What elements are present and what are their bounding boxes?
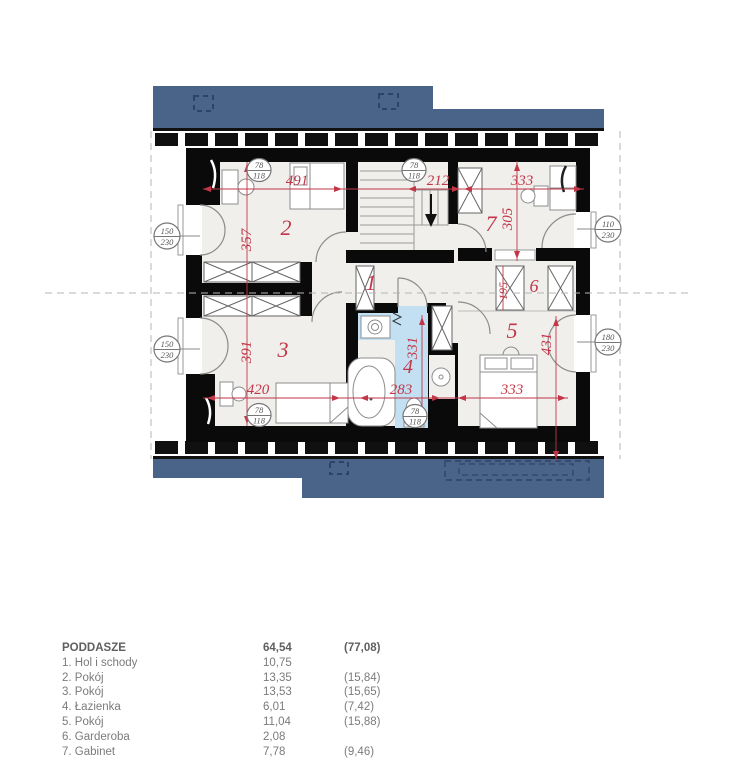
door-width: 78 — [410, 406, 420, 416]
knee-storage-box — [252, 262, 300, 282]
legend-row — [62, 730, 422, 745]
legend-room-area-alt — [344, 656, 422, 671]
legend-floor-title: PODDASZE — [62, 642, 126, 654]
shaft-box — [432, 306, 452, 350]
legend-row — [62, 745, 422, 760]
washing-machine-icon — [361, 316, 390, 338]
legend-room-area-alt: (15,88) — [344, 715, 381, 728]
roof-top — [153, 86, 604, 131]
rafter-strip-bottom — [155, 441, 604, 454]
bed-room3 — [276, 383, 348, 423]
room-label-5: 5 — [506, 318, 518, 343]
legend-room-name: 7. Gabinet — [62, 745, 116, 758]
rafter-strip-top — [155, 133, 604, 146]
legend-room-area: 7,78 — [263, 745, 286, 758]
legend-row — [62, 700, 422, 715]
legend-row — [62, 685, 422, 700]
legend-room-area: 10,75 — [263, 656, 292, 669]
door-height: 118 — [407, 170, 421, 181]
dim-195: 195 — [496, 282, 510, 300]
door-width: 78 — [254, 160, 264, 170]
legend-room-area: 13,35 — [263, 671, 292, 684]
room-label-6: 6 — [529, 276, 539, 296]
room-label-1: 1 — [365, 270, 377, 295]
area-legend — [62, 641, 422, 759]
legend-room-name: 6. Garderoba — [62, 730, 130, 743]
room-label-2: 2 — [280, 215, 292, 240]
door-height: 118 — [408, 416, 422, 427]
window-height: 230 — [160, 237, 174, 247]
window-height: 230 — [160, 350, 174, 360]
dim-357: 357 — [239, 228, 255, 252]
dim-333-top: 333 — [510, 173, 534, 189]
dim-491: 491 — [285, 173, 309, 189]
room-label-7: 7 — [485, 211, 497, 236]
wardrobe-box-room6 — [548, 266, 573, 310]
legend-row — [62, 656, 422, 671]
legend-room-area: 11,04 — [263, 715, 291, 728]
window-width: 150 — [160, 226, 174, 236]
room-label-4: 4 — [403, 356, 413, 378]
legend-room-name: 1. Hol i schody — [62, 656, 138, 669]
legend-row — [62, 715, 422, 730]
door-width: 78 — [409, 160, 419, 170]
window-width: 180 — [601, 332, 615, 342]
dim-305: 305 — [500, 207, 516, 231]
legend-room-name: 5. Pokój — [62, 715, 104, 728]
legend-room-area: 2,08 — [263, 730, 286, 743]
legend-row — [62, 671, 422, 686]
legend-total-area-alt: (77,08) — [344, 642, 381, 654]
knee-storage-box — [252, 296, 300, 316]
legend-room-area-alt — [344, 730, 422, 745]
legend-room-area: 6,01 — [263, 701, 286, 714]
legend-total-area: 64,54 — [263, 642, 292, 654]
door-size-badge — [247, 159, 271, 182]
legend-room-area-alt: (7,42) — [344, 701, 375, 714]
dim-212: 212 — [426, 173, 450, 189]
window-width: 110 — [601, 219, 615, 229]
legend-room-name: 4. Łazienka — [62, 701, 121, 714]
dim-283: 283 — [389, 382, 413, 398]
legend-room-area-alt: (9,46) — [344, 745, 375, 758]
dim-391: 391 — [239, 340, 255, 364]
door-size-badge — [247, 404, 271, 427]
door-size-badge — [403, 405, 427, 428]
door-height: 118 — [252, 415, 266, 426]
dim-333-bottom: 333 — [500, 382, 524, 398]
legend-room-name: 2. Pokój — [62, 671, 104, 684]
dim-331: 331 — [405, 336, 421, 360]
legend-room-area-alt: (15,84) — [344, 671, 381, 684]
knee-storage-box — [204, 262, 252, 282]
legend-room-name: 3. Pokój — [62, 686, 104, 699]
window-width: 150 — [160, 339, 174, 349]
room-label-3: 3 — [277, 337, 289, 362]
legend-title-row — [62, 641, 422, 656]
legend-room-area: 13,53 — [263, 686, 292, 699]
window-height: 230 — [601, 343, 615, 353]
legend-room-area-alt: (15,65) — [344, 686, 381, 699]
washbasin-icon — [432, 368, 450, 386]
bathtub-icon — [348, 358, 395, 426]
door-size-badge — [402, 159, 426, 182]
knee-storage-box — [204, 296, 252, 316]
window-height: 230 — [601, 230, 615, 240]
dim-420: 420 — [246, 382, 270, 398]
roof-bottom — [153, 456, 604, 498]
dim-431: 431 — [539, 332, 555, 356]
door-height: 118 — [252, 170, 266, 181]
door-width: 78 — [254, 405, 264, 415]
